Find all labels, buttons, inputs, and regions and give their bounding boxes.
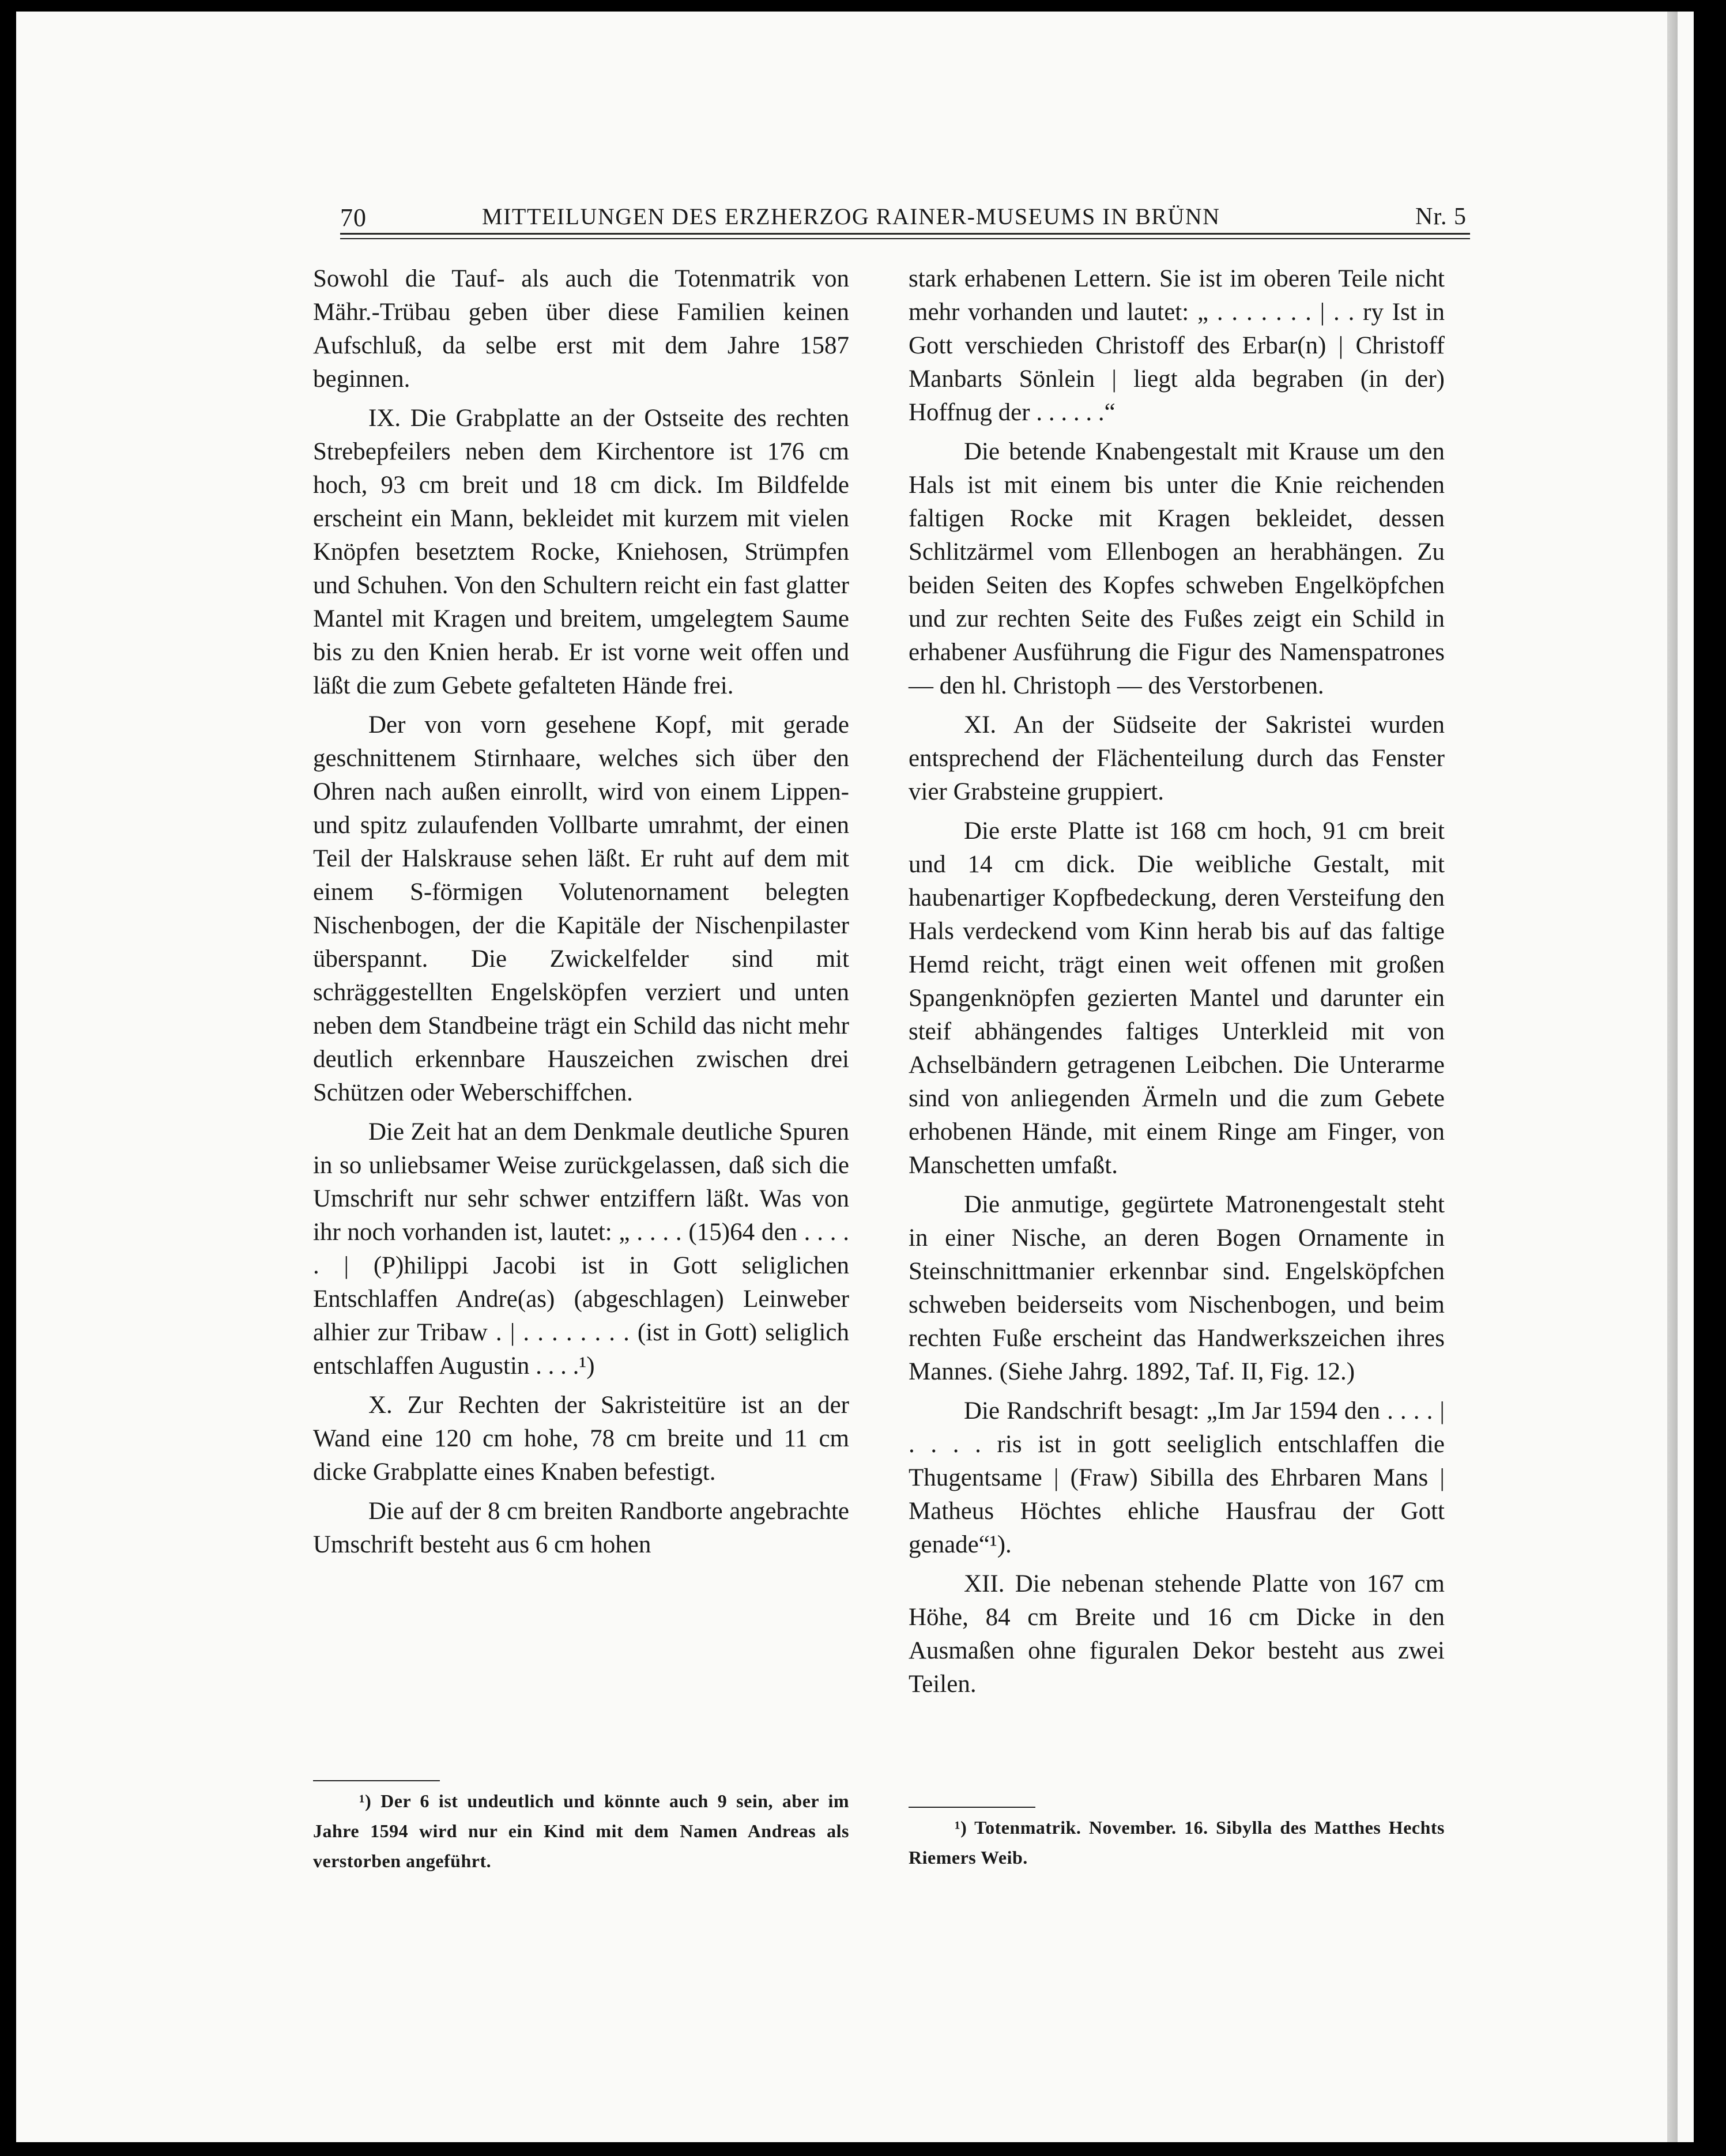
header-rule-bottom xyxy=(340,238,1470,239)
left-column xyxy=(313,262,849,1562)
page-edge xyxy=(1667,12,1678,2142)
paragraph: stark erhabenen Lettern. Sie ist im oberen Teile nicht mehr vorhanden und lautet: „ . . . . . . . | . . ry Ist in Gott verschieden Christoff des Erbar(n) | Christoff Manbarts Sönlein | liegt alda begraben (in der) Hoffnug der . . . . . .“ xyxy=(909,265,1445,426)
right-column xyxy=(909,262,1445,1701)
paragraph: IX. Die Grabplatte an der Ostseite des rechten Strebepfeilers neben dem Kirchentore ist 176 cm hoch, 93 cm breit und 18 cm dick. Im Bildfelde erscheint ein Mann, bekleidet mit kurzem mit vielen Knöpfen besetztem Rocke, Kniehosen, Strümpfen und Schuhen. Von den Schultern reicht ein fast glatter Mantel mit Kragen und breitem, umgelegtem Saume bis zu den Knien herab. Er ist vorne weit offen und läßt die zum Gebete gefalteten Hände frei. xyxy=(313,405,849,699)
running-header xyxy=(340,197,1470,238)
journal-title: MITTEILUNGEN DES ERZHERZOG RAINER-MUSEUMS IN BRÜNN xyxy=(482,203,1220,229)
paragraph: Die Randschrift besagt: „Im Jar 1594 den . . . . | . . . . ris ist in gott seeliglich entschlaffen die Thugentsame | (Fraw) Sibilla des Ehrbaren Mans | Matheus Höchtes ehliche Hausfrau der Gott genade“¹). xyxy=(909,1397,1445,1558)
footnote-text: ¹) Der 6 ist undeutlich und könnte auch 9 sein, aber im Jahre 1594 wird nur ein Kind mit dem Namen Andreas als verstorben angeführt. xyxy=(313,1791,849,1871)
paragraph: Die erste Platte ist 168 cm hoch, 91 cm breit und 14 cm dick. Die weibliche Gestalt, mit haubenartiger Kopfbedeckung, deren Versteifung den Hals verdeckend vom Kinn herab bis auf das faltige Hemd reicht, trägt einen weit offenen mit großen Spangenknöpfen gezierten Mantel und darunter ein steif abhängendes faltiges Unterkleid mit von Achselbändern getragenen Leibchen. Die Unterarme sind von anliegenden Ärmeln und die zum Gebete erhobenen Hände, mit einem Ringe am Finger, von Manschetten umfaßt. xyxy=(909,817,1445,1179)
footnote-left xyxy=(313,1786,849,1876)
scan-mark xyxy=(1698,115,1704,150)
page-number: 70 xyxy=(340,203,367,232)
footnote-rule-right xyxy=(909,1807,1035,1808)
header-rule-top xyxy=(340,233,1470,235)
paragraph: Die Zeit hat an dem Denkmale deutliche Spuren in so unliebsamer Weise zurückgelassen, daß sich die Umschrift nur sehr schwer entziffern läßt. Was von ihr noch vorhanden ist, lautet: „ . . . . (15)64 den . . . . . | (P)hilippi Jacobi ist in Gott seliglichen Entschlaffen Andre(as) (abgeschlagen) Leinweber alhier zur Tribaw . | . . . . . . . . (ist in Gott) seliglich entschlaffen Augustin . . . .¹) xyxy=(313,1118,849,1379)
footnote-text: ¹) Totenmatrik. November. 16. Sibylla des Matthes Hechts Riemers Weib. xyxy=(909,1817,1445,1868)
paragraph: Die betende Knabengestalt mit Krause um den Hals ist mit einem bis unter die Knie reichenden faltigen Rocke mit Kragen bekleidet, dessen Schlitzärmel vom Ellenbogen an herabhängen. Zu beiden Seiten des Kopfes schweben Engelköpfchen und zur rechten Seite des Fußes zeigt ein Schild in erhabener Ausführung die Figur des Namenspatrones — den hl. Christoph — des Verstorbenen. xyxy=(909,438,1445,699)
paragraph: Sowohl die Tauf- als auch die Totenmatrik von Mähr.-Trübau geben über diese Familien keinen Aufschluß, da selbe erst mit dem Jahre 1587 beginnen. xyxy=(313,265,849,393)
footnote-right xyxy=(909,1812,1445,1872)
paragraph: X. Zur Rechten der Sakristeitüre ist an der Wand eine 120 cm hohe, 78 cm breite und 11 cm dicke Grabplatte eines Knaben befestigt. xyxy=(313,1392,849,1486)
paragraph: Der von vorn gesehene Kopf, mit gerade geschnittenem Stirnhaare, welches sich über den Ohren nach außen einrollt, wird von einem Lippen- und spitz zulaufenden Vollbarte umrahmt, der einen Teil der Halskrause sehen läßt. Er ruht auf dem mit einem S-förmigen Volutenornament belegten Nischenbogen, der die Kapitäle der Nischenpilaster überspannt. Die Zwickelfelder sind mit schräggestellten Engelsköpfen verziert und unten neben dem Standbeine trägt ein Schild das nicht mehr deutlich erkennbare Hauszeichen zwischen drei Schützen oder Weberschiffchen. xyxy=(313,711,849,1106)
issue-number: Nr. 5 xyxy=(1415,203,1467,230)
paragraph: XII. Die nebenan stehende Platte von 167 cm Höhe, 84 cm Breite und 16 cm Dicke in den Ausmaßen ohne figuralen Dekor besteht aus zwei Teilen. xyxy=(909,1570,1445,1698)
paragraph: Die auf der 8 cm breiten Randborte angebrachte Umschrift besteht aus 6 cm hohen xyxy=(313,1498,849,1558)
paragraph: Die anmutige, gegürtete Matronengestalt steht in einer Nische, an deren Bogen Ornamente in Steinschnittmanier erkennbar sind. Engelsköpfchen schweben beiderseits vom Nischenbogen, und beim rechten Fuße erscheint das Handwerkszeichen ihres Mannes. (Siehe Jahrg. 1892, Taf. II, Fig. 12.) xyxy=(909,1191,1445,1385)
footnote-rule-left xyxy=(313,1780,440,1781)
paragraph: XI. An der Südseite der Sakristei wurden entsprechend der Flächenteilung durch das Fenster vier Grabsteine gruppiert. xyxy=(909,711,1445,805)
